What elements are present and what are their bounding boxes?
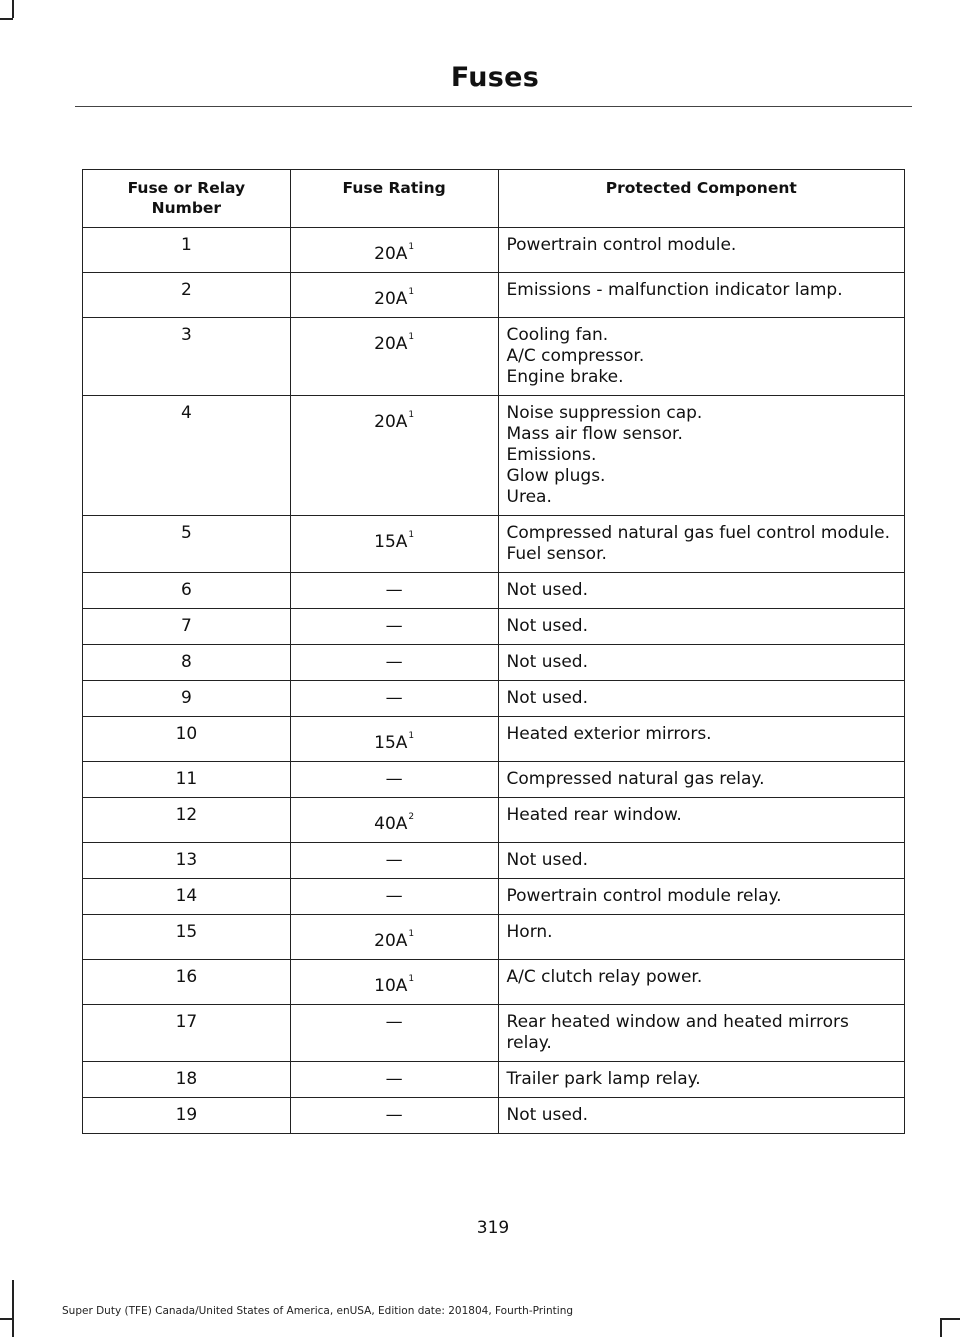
protected-component-cell <box>498 609 904 645</box>
protected-component-cell <box>498 516 904 573</box>
protected-component: Not used. <box>506 580 588 600</box>
fuse-rating: 15A <box>374 532 408 552</box>
protected-component: Not used. <box>506 688 588 708</box>
protected-component: Trailer park lamp relay. <box>506 1069 701 1089</box>
protected-component-cell <box>498 645 904 681</box>
protected-component: A/C clutch relay power. <box>506 967 703 987</box>
protected-component-cell <box>498 396 904 516</box>
protected-component: Fuel sensor. <box>506 544 607 564</box>
table-row <box>83 1062 905 1098</box>
protected-component: Not used. <box>506 1105 588 1125</box>
crop-mark <box>12 1280 14 1337</box>
protected-component: Cooling fan. <box>506 325 609 345</box>
fuse-rating-cell <box>290 960 498 1005</box>
table-row <box>83 879 905 915</box>
fuse-rating: 10A <box>374 976 408 996</box>
fuse-number: 5 <box>83 516 291 573</box>
protected-component-cell <box>498 1098 904 1134</box>
fuse-number: 2 <box>83 273 291 318</box>
fuse-number: 7 <box>83 609 291 645</box>
fuse-number: 15 <box>83 915 291 960</box>
protected-component-cell <box>498 273 904 318</box>
fuse-rating: — <box>385 1012 403 1032</box>
protected-component: Horn. <box>506 922 553 942</box>
footnote-marker: 1 <box>408 332 415 343</box>
protected-component: Emissions - malfunction indicator lamp. <box>506 280 843 300</box>
fuse-number: 10 <box>83 717 291 762</box>
table-row <box>83 1005 905 1062</box>
table-row <box>83 915 905 960</box>
fuse-rating: — <box>385 850 403 870</box>
table-row <box>83 843 905 879</box>
footnote-marker: 1 <box>408 410 415 421</box>
fuse-rating: 20A <box>374 244 408 264</box>
fuse-rating-cell <box>290 1005 498 1062</box>
fuse-number: 11 <box>83 762 291 798</box>
fuse-rating-cell <box>290 717 498 762</box>
table-row <box>83 228 905 273</box>
protected-component: Rear heated window and heated mirrors relay. <box>506 1012 849 1053</box>
protected-component: Heated rear window. <box>506 805 682 825</box>
crop-mark <box>12 0 14 18</box>
fuse-rating: 40A <box>374 814 408 834</box>
protected-component-cell <box>498 762 904 798</box>
fuse-rating-cell <box>290 396 498 516</box>
protected-component: Emissions. <box>506 445 597 465</box>
protected-component: Compressed natural gas relay. <box>506 769 765 789</box>
fuse-rating: — <box>385 769 403 789</box>
fuse-number: 13 <box>83 843 291 879</box>
footnote-marker: 2 <box>408 812 415 823</box>
protected-component-cell <box>498 717 904 762</box>
fuse-rating: 20A <box>374 289 408 309</box>
protected-component: Not used. <box>506 850 588 870</box>
fuse-rating: 20A <box>374 931 408 951</box>
protected-component-cell <box>498 1005 904 1062</box>
fuse-rating-cell <box>290 1062 498 1098</box>
protected-component: Powertrain control module. <box>506 235 737 255</box>
footnote-marker: 1 <box>408 731 415 742</box>
fuse-rating: — <box>385 886 403 906</box>
protected-component: Mass air flow sensor. <box>506 424 683 444</box>
fuse-rating-cell <box>290 609 498 645</box>
header-protected-component: Protected Component <box>498 170 904 228</box>
fuse-rating-cell <box>290 318 498 396</box>
footnote-marker: 1 <box>408 929 415 940</box>
footnote-marker: 1 <box>408 530 415 541</box>
fuse-table <box>82 169 905 1134</box>
header-fuse-rating: Fuse Rating <box>290 170 498 228</box>
fuse-rating: — <box>385 1069 403 1089</box>
protected-component: Powertrain control module relay. <box>506 886 782 906</box>
table-row <box>83 681 905 717</box>
protected-component-cell <box>498 573 904 609</box>
protected-component: Noise suppression cap. <box>506 403 703 423</box>
table-row <box>83 645 905 681</box>
protected-component: Not used. <box>506 616 588 636</box>
protected-component-cell <box>498 915 904 960</box>
protected-component-cell <box>498 228 904 273</box>
table-row <box>83 516 905 573</box>
fuse-rating-cell <box>290 273 498 318</box>
table-header-row <box>83 170 905 228</box>
protected-component: A/C compressor. <box>506 346 645 366</box>
fuse-number: 17 <box>83 1005 291 1062</box>
footnote-marker: 1 <box>408 974 415 985</box>
crop-mark <box>940 1318 960 1320</box>
fuse-rating-cell <box>290 228 498 273</box>
page-number: 319 <box>476 1218 510 1238</box>
protected-component: Compressed natural gas fuel control module. <box>506 523 891 543</box>
table-row <box>83 1098 905 1134</box>
crop-mark <box>0 18 13 20</box>
protected-component-cell <box>498 879 904 915</box>
protected-component: Engine brake. <box>506 367 624 387</box>
footnote-marker: 1 <box>408 287 415 298</box>
table-row <box>83 318 905 396</box>
fuse-rating-cell <box>290 681 498 717</box>
table-row <box>83 960 905 1005</box>
fuse-rating: — <box>385 652 403 672</box>
fuse-rating-cell <box>290 879 498 915</box>
fuse-rating-cell <box>290 645 498 681</box>
fuse-rating: 20A <box>374 334 408 354</box>
table-row <box>83 609 905 645</box>
fuse-rating-cell <box>290 1098 498 1134</box>
fuse-rating: 15A <box>374 733 408 753</box>
fuse-number: 8 <box>83 645 291 681</box>
crop-mark <box>0 1318 13 1320</box>
protected-component-cell <box>498 960 904 1005</box>
footer-edition-text: Super Duty (TFE) Canada/United States of America, enUSA, Edition date: 201804, Fourth-Printing <box>62 1305 574 1317</box>
protected-component: Urea. <box>506 487 552 507</box>
fuse-rating: — <box>385 688 403 708</box>
fuse-rating-cell <box>290 516 498 573</box>
table-row <box>83 573 905 609</box>
page-title: Fuses <box>450 62 540 93</box>
fuse-rating: — <box>385 1105 403 1125</box>
fuse-number: 1 <box>83 228 291 273</box>
protected-component: Not used. <box>506 652 588 672</box>
protected-component-cell <box>498 318 904 396</box>
protected-component: Heated exterior mirrors. <box>506 724 712 744</box>
fuse-number: 12 <box>83 798 291 843</box>
fuse-rating: 20A <box>374 412 408 432</box>
table-row <box>83 717 905 762</box>
protected-component: Glow plugs. <box>506 466 606 486</box>
fuse-number: 19 <box>83 1098 291 1134</box>
fuse-rating-cell <box>290 573 498 609</box>
fuse-number: 16 <box>83 960 291 1005</box>
fuse-number: 3 <box>83 318 291 396</box>
fuse-rating-cell <box>290 798 498 843</box>
protected-component-cell <box>498 843 904 879</box>
header-fuse-number: Fuse or Relay Number <box>83 170 291 228</box>
crop-mark <box>940 1318 942 1337</box>
title-divider <box>75 106 912 107</box>
fuse-number: 18 <box>83 1062 291 1098</box>
table-row <box>83 273 905 318</box>
fuse-rating-cell <box>290 915 498 960</box>
protected-component-cell <box>498 681 904 717</box>
fuse-rating-cell <box>290 843 498 879</box>
fuse-rating: — <box>385 616 403 636</box>
fuse-number: 14 <box>83 879 291 915</box>
table-row <box>83 762 905 798</box>
fuse-number: 9 <box>83 681 291 717</box>
fuse-table-body <box>83 228 905 1134</box>
table-row <box>83 396 905 516</box>
protected-component-cell <box>498 798 904 843</box>
fuse-rating-cell <box>290 762 498 798</box>
protected-component-cell <box>498 1062 904 1098</box>
table-row <box>83 798 905 843</box>
fuse-rating: — <box>385 580 403 600</box>
fuse-number: 6 <box>83 573 291 609</box>
footnote-marker: 1 <box>408 242 415 253</box>
fuse-number: 4 <box>83 396 291 516</box>
